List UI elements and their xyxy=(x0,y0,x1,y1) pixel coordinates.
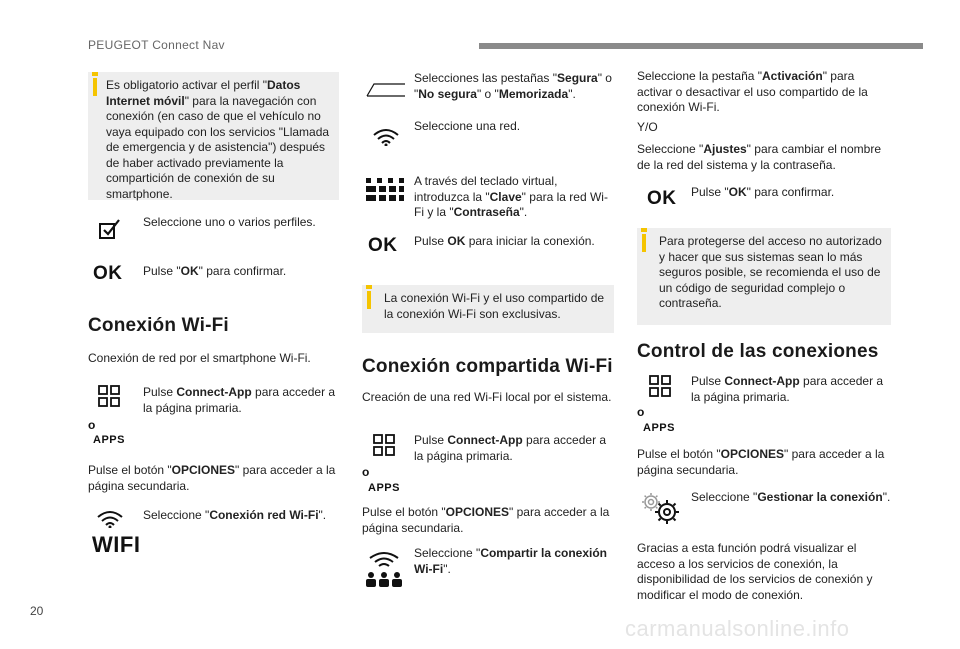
step-options-3: Pulse el botón "OPCIONES" para acceder a la página secundaria. xyxy=(637,447,885,477)
shared-wifi-intro: Creación de una red Wi-Fi local por el sistema. xyxy=(362,390,612,404)
wifi-network-icon xyxy=(372,128,400,151)
step-confirm: Pulse "OK" para confirmar. xyxy=(143,264,287,278)
connect-app-grid-icon xyxy=(373,434,395,461)
wifi-label-icon: WIFI xyxy=(92,532,141,557)
connect-app-grid-icon xyxy=(98,385,120,412)
info-note-security xyxy=(637,228,891,325)
wifi-intro: Conexión de red por el smartphone Wi-Fi. xyxy=(88,351,311,365)
step-confirm-3: Pulse "OK" para confirmar. xyxy=(691,185,835,199)
info-note xyxy=(88,72,339,200)
tabs-icon xyxy=(366,83,406,102)
apps-icon: APPS xyxy=(643,422,675,434)
or-label: o xyxy=(637,405,645,419)
step-select-network: Seleccione una red. xyxy=(414,119,521,133)
apps-icon: APPS xyxy=(368,482,400,494)
ok-icon-2: OK xyxy=(368,235,398,256)
page-number: 20 xyxy=(30,604,44,618)
info-note-text: Es obligatorio activar el perfil "Datos Internet móvil" para la navegación con conexión (en caso de que el vehículo no vaya equipado con los servicios "Llamada de emergencia y de asistencia") después de haber activado previamente la compartición de conexión de su smartphone. xyxy=(106,78,330,201)
info-icon xyxy=(93,78,97,96)
or-label: o xyxy=(88,418,96,432)
info-note-text: La conexión Wi-Fi y el uso compartido de la conexión Wi-Fi son exclusivas. xyxy=(384,291,605,321)
wifi-signal-icon xyxy=(96,510,124,533)
settings-text: Seleccione "Ajustes" para cambiar el nombre de la red del sistema y la contraseña. xyxy=(637,142,881,172)
heading-connection-control: Control de las conexiones xyxy=(637,341,879,362)
step-select-profiles: Seleccione uno o varios perfiles. xyxy=(143,215,316,229)
apps-icon: APPS xyxy=(93,434,125,446)
heading-wifi-connection: Conexión Wi-Fi xyxy=(88,315,229,336)
connect-app-grid-icon xyxy=(649,375,671,402)
info-note-text: Para protegerse del acceso no autorizado y hacer que sus sistemas sean lo más seguros posible, se recomienda el uso de un código de seguridad complejo o contraseña. xyxy=(659,234,882,310)
step-connect-app-2: Pulse Connect-App para acceder a la página primaria. xyxy=(414,433,607,463)
gears-icon xyxy=(641,492,681,531)
ok-icon-3: OK xyxy=(647,188,677,209)
checkbox-select-icon xyxy=(98,218,122,245)
info-note-exclusive xyxy=(362,285,614,333)
activation-text: Seleccione la pestaña "Activación" para activar o desactivar el uso compartido de la conexión Wi-Fi. xyxy=(637,69,868,114)
step-manage-connection: Seleccione "Gestionar la conexión". xyxy=(691,490,891,504)
ok-icon: OK xyxy=(93,263,123,284)
info-icon xyxy=(642,234,646,252)
step-select-tabs: Selecciones las pestañas "Segura" o "No segura" o "Memorizada". xyxy=(414,71,612,101)
step-options: Pulse el botón "OPCIONES" para acceder a la página secundaria. xyxy=(88,463,336,493)
heading-shared-wifi: Conexión compartida Wi-Fi xyxy=(362,356,613,377)
step-options-2: Pulse el botón "OPCIONES" para acceder a la página secundaria. xyxy=(362,505,610,535)
header-title: PEUGEOT Connect Nav xyxy=(88,38,225,52)
watermark: carmanualsonline.info xyxy=(625,616,850,641)
info-icon xyxy=(367,291,371,309)
header-bar xyxy=(479,43,923,49)
keyboard-icon xyxy=(366,178,404,211)
step-start-connection: Pulse OK para iniciar la conexión. xyxy=(414,234,595,248)
closing-paragraph: Gracias a esta función podrá visualizar el acceso a los servicios de conexión, la disponibilidad de los servicios de conexión y modificar el modo de conexión. xyxy=(637,541,873,602)
step-connect-app: Pulse Connect-App para acceder a la página primaria. xyxy=(143,385,336,415)
step-connect-app-3: Pulse Connect-App para acceder a la página primaria. xyxy=(691,374,884,404)
step-keyboard: A través del teclado virtual, introduzca la "Clave" para la red Wi-Fi y la "Contraseña". xyxy=(414,174,608,219)
step-share-wifi: Seleccione "Compartir la conexión Wi-Fi". xyxy=(414,546,608,576)
and-or-text: Y/O xyxy=(637,120,658,134)
step-select-wifi: Seleccione "Conexión red Wi-Fi". xyxy=(143,508,327,522)
share-wifi-users-icon xyxy=(364,550,404,593)
or-label: o xyxy=(362,465,370,479)
